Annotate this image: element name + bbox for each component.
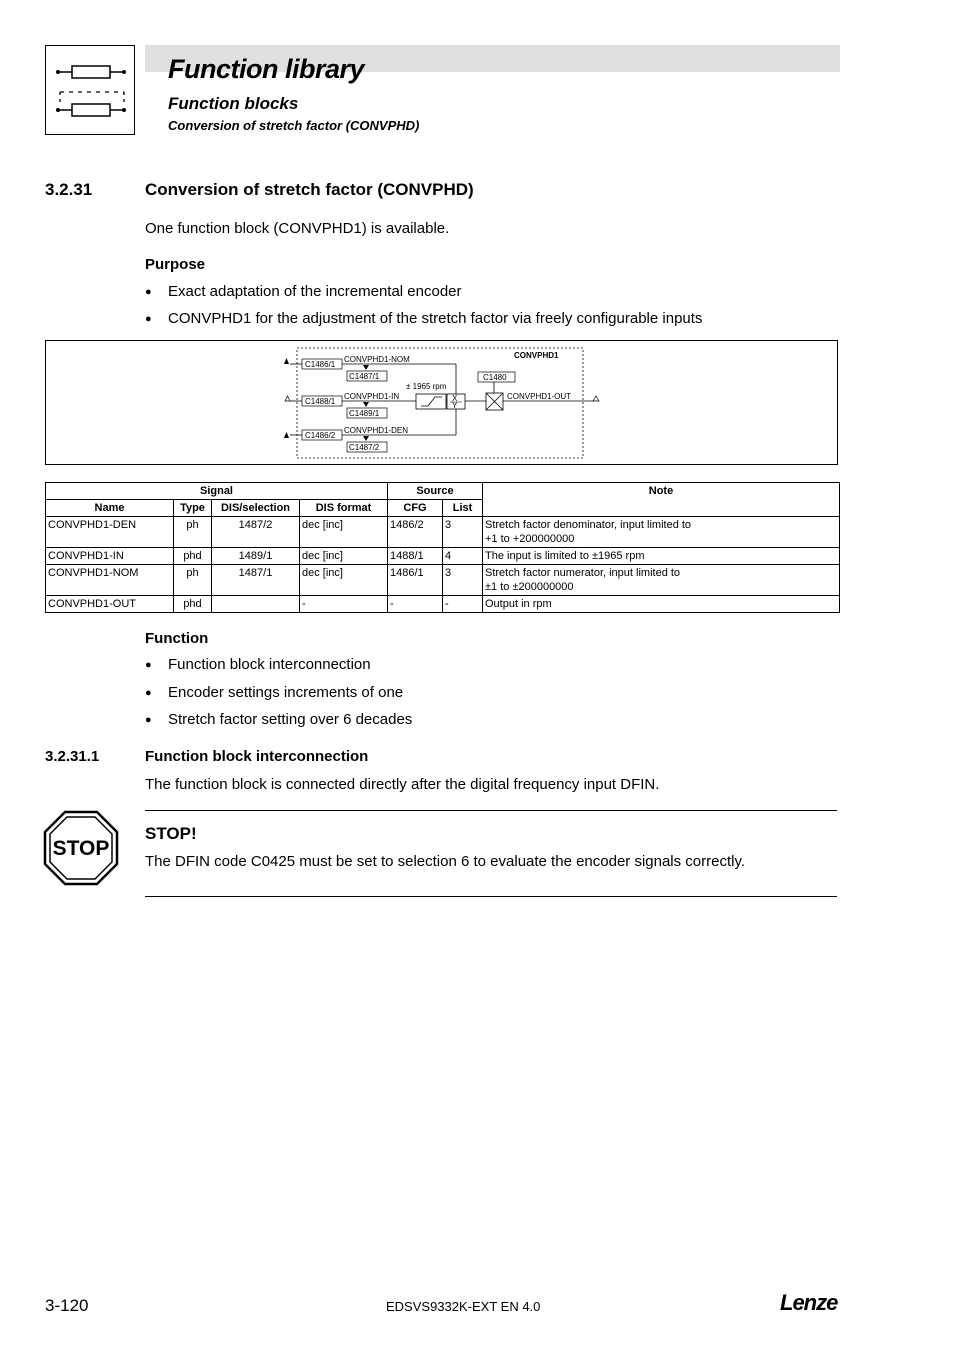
dis-fmt-header: DIS format	[300, 500, 388, 517]
den-code: C1486/2	[305, 431, 336, 440]
note-header: Note	[483, 483, 840, 517]
cfg-header: CFG	[388, 500, 443, 517]
block-name: CONVPHD1	[514, 351, 559, 360]
cell-list: 3	[443, 565, 483, 596]
cell-cfg: 1488/1	[388, 548, 443, 565]
page-title: Function library	[168, 54, 365, 84]
in-code: C1488/1	[305, 397, 336, 406]
cell-name: CONVPHD1-DEN	[46, 517, 174, 548]
cell-note: Output in rpm	[483, 596, 840, 613]
section-intro: One function block (CONVPHD1) is available.	[145, 220, 450, 237]
cell-dis-fmt: -	[300, 596, 388, 613]
purpose-heading: Purpose	[145, 256, 206, 273]
dis-sel-header: DIS/selection	[212, 500, 300, 517]
cell-type: ph	[174, 517, 212, 548]
table-row	[46, 596, 840, 613]
cell-type: ph	[174, 565, 212, 596]
limit-label: ± 1965 rpm	[406, 382, 447, 391]
cell-list: 4	[443, 548, 483, 565]
cell-dis-fmt: dec [inc]	[300, 548, 388, 565]
y-label: Y	[452, 401, 458, 410]
brand-logo: Lenze	[780, 1290, 838, 1315]
note-line: +1 to +200000000	[485, 533, 575, 545]
source-group-header: Source	[388, 483, 483, 500]
nom-code: C1486/1	[305, 360, 336, 369]
signal-table	[45, 482, 840, 613]
cell-name: CONVPHD1-NOM	[46, 565, 174, 596]
function-heading: Function	[145, 630, 209, 647]
cell-dis-sel: 1487/1	[212, 565, 300, 596]
cell-dis-fmt: dec [inc]	[300, 565, 388, 596]
den-signal: CONVPHD1-DEN	[344, 426, 409, 435]
purpose-bullet: ● Exact adaptation of the incremental encoder	[168, 283, 462, 300]
section-number: 3.2.31	[45, 180, 93, 199]
type-header: Type	[174, 500, 212, 517]
cell-dis-fmt: dec [inc]	[300, 517, 388, 548]
list-header: List	[443, 500, 483, 517]
subsection-title: Function block interconnection	[145, 748, 369, 765]
cell-type: phd	[174, 548, 212, 565]
name-header: Name	[46, 500, 174, 517]
function-bullet: ● Stretch factor setting over 6 decades	[168, 711, 412, 728]
chapter-logo	[45, 45, 135, 135]
in-dis: C1489/1	[349, 409, 380, 418]
note-line: Stretch factor denominator, input limited to	[485, 519, 692, 531]
subsection-text: The function block is connected directly after the digital frequency input DFIN.	[145, 776, 660, 793]
in-signal: CONVPHD1-IN	[344, 392, 400, 401]
cell-dis-sel: 1489/1	[212, 548, 300, 565]
divider	[145, 896, 837, 897]
note-line: Stretch factor numerator, input limited to	[485, 567, 681, 579]
cell-cfg: 1486/2	[388, 517, 443, 548]
note-line: ±1 to ±200000000	[485, 581, 574, 593]
cell-type: phd	[174, 596, 212, 613]
cell-note	[483, 517, 840, 548]
cell-dis-sel: 1487/2	[212, 517, 300, 548]
den-dis: C1487/2	[349, 443, 380, 452]
cell-list: -	[443, 596, 483, 613]
cell-note: The input is limited to ±1965 rpm	[483, 548, 840, 565]
table-row	[46, 517, 840, 548]
table-row	[46, 565, 840, 596]
section-title: Conversion of stretch factor (CONVPHD)	[145, 180, 474, 199]
table-row	[46, 548, 840, 565]
stop-sign-icon	[43, 810, 119, 886]
cell-name: CONVPHD1-OUT	[46, 596, 174, 613]
page-subtitle: Function blocks	[168, 94, 299, 113]
divider	[145, 810, 837, 811]
stop-text: The DFIN code C0425 must be set to selection 6 to evaluate the encoder signals correctly.	[145, 853, 746, 870]
stop-heading: STOP!	[145, 824, 197, 843]
stop-sign-text: STOP	[52, 837, 110, 860]
cell-cfg: -	[388, 596, 443, 613]
signal-group-header: Signal	[46, 483, 388, 500]
nom-signal: CONVPHD1-NOM	[344, 355, 410, 364]
nom-dis: C1487/1	[349, 372, 380, 381]
convphd-diagram	[46, 341, 837, 464]
document-id: EDSVS9332K-EXT EN 4.0	[386, 1299, 541, 1314]
cell-name: CONVPHD1-IN	[46, 548, 174, 565]
x-label: X	[452, 394, 458, 403]
cell-dis-sel	[212, 596, 300, 613]
function-bullet: ● Encoder settings increments of one	[168, 684, 403, 701]
function-block-icon	[46, 46, 134, 134]
block-diagram	[45, 340, 838, 465]
cell-list: 3	[443, 517, 483, 548]
purpose-bullet: ● CONVPHD1 for the adjustment of the stretch factor via freely configurable inputs	[168, 310, 702, 327]
page-number: 3-120	[45, 1296, 89, 1315]
cell-cfg: 1486/1	[388, 565, 443, 596]
out-signal: CONVPHD1-OUT	[507, 392, 572, 401]
out-code: C1480	[483, 373, 507, 382]
page-subsubtitle: Conversion of stretch factor (CONVPHD)	[168, 118, 420, 133]
function-bullet: ● Function block interconnection	[168, 656, 371, 673]
cell-note	[483, 565, 840, 596]
subsection-number: 3.2.31.1	[45, 748, 100, 765]
